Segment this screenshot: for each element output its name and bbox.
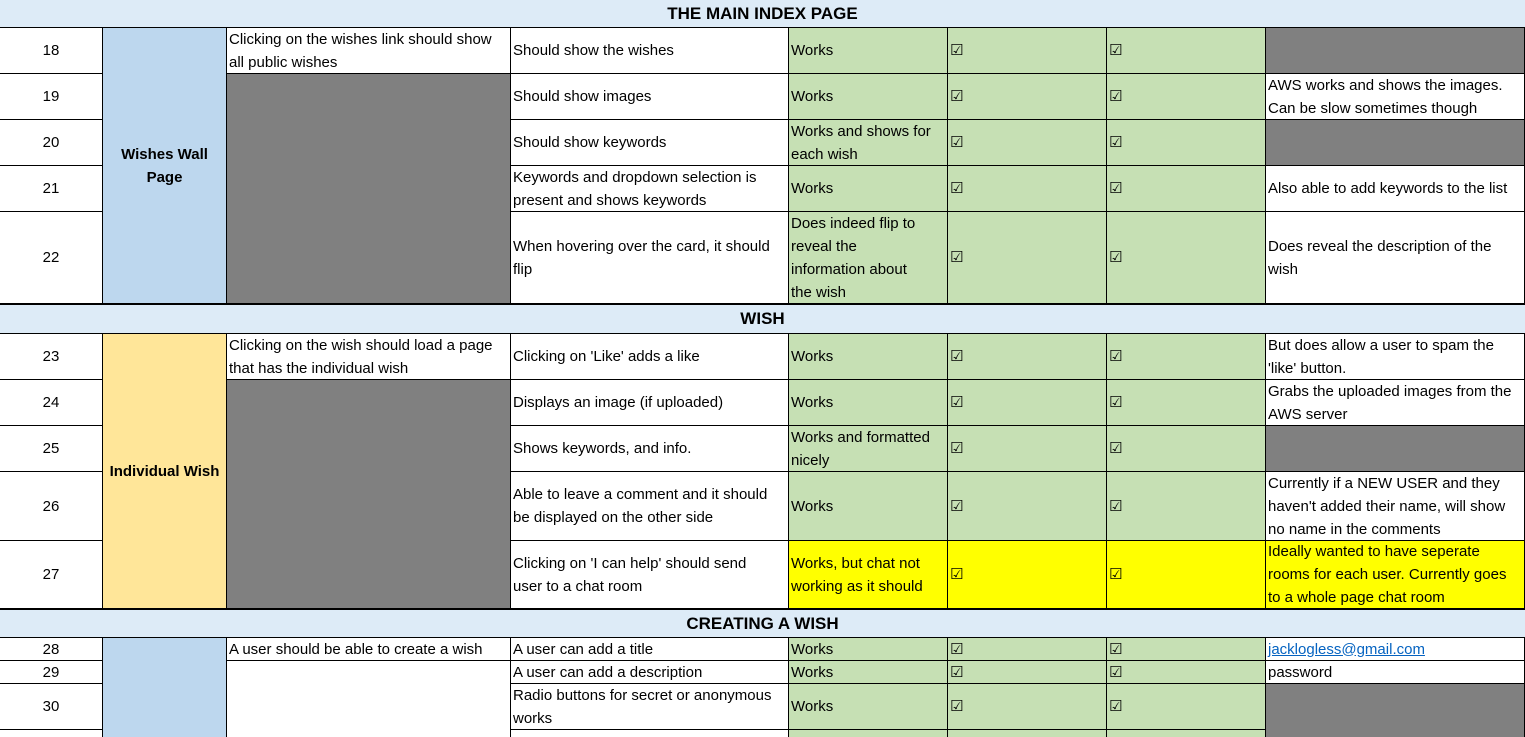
checkbox-cell[interactable]	[1107, 638, 1266, 661]
test-cell[interactable]: A user can add a title	[511, 638, 789, 661]
checkbox-cell[interactable]	[948, 380, 1107, 426]
scenario-cell[interactable]: Clicking on the wishes link should show all public wishes	[227, 28, 511, 74]
check-icon: ☑	[950, 639, 964, 658]
check-icon: ☑	[950, 133, 964, 151]
result-cell[interactable]: Works	[789, 638, 948, 661]
result-cell[interactable]: Works	[789, 661, 948, 684]
blank-scenario-cell[interactable]	[227, 380, 511, 610]
notes-cell[interactable]: But does allow a user to spam the 'like' button.	[1266, 334, 1525, 380]
blank-scenario-cell[interactable]	[227, 661, 511, 737]
notes-cell[interactable]	[1266, 684, 1525, 737]
section-header-wish[interactable]	[0, 303, 1525, 334]
check-icon: ☑	[1109, 41, 1123, 59]
check-icon: ☑	[950, 41, 964, 59]
checkbox-cell[interactable]	[1107, 120, 1266, 166]
test-cell[interactable]: A user can add a description	[511, 661, 789, 684]
section-title: WISH	[740, 309, 785, 328]
result-cell[interactable]: Works	[789, 166, 948, 212]
section-title: CREATING A WISH	[686, 613, 839, 633]
row-number[interactable]: 24	[0, 380, 103, 426]
checkbox-cell[interactable]	[1107, 541, 1266, 610]
row-number[interactable]: 18	[0, 28, 103, 74]
check-icon: ☑	[1109, 662, 1123, 681]
check-icon: ☑	[950, 393, 964, 411]
result-cell[interactable]: Works	[789, 28, 948, 74]
row-number[interactable]: 22	[0, 212, 103, 304]
notes-cell[interactable]: Currently if a NEW USER and they haven't added their name, will show no name in the comments	[1266, 472, 1525, 541]
email-link[interactable]: jacklogless@gmail.com	[1268, 640, 1425, 658]
row-number[interactable]: 21	[0, 166, 103, 212]
row-number[interactable]: 19	[0, 74, 103, 120]
test-cell[interactable]: Radio buttons for secret or anonymous works	[511, 684, 789, 730]
test-cell[interactable]: When hovering over the card, it should flip	[511, 212, 789, 304]
notes-cell[interactable]	[1266, 120, 1525, 166]
result-cell[interactable]: Works	[789, 334, 948, 380]
row-number[interactable]	[0, 730, 103, 737]
row-number[interactable]: 25	[0, 426, 103, 472]
checkbox-cell[interactable]	[948, 74, 1107, 120]
test-cell[interactable]: Keywords and dropdown selection is present and shows keywords	[511, 166, 789, 212]
check-icon: ☑	[1109, 393, 1123, 411]
result-cell[interactable]: Works	[789, 74, 948, 120]
group-label-wishes-wall[interactable]: Wishes Wall Page	[103, 28, 227, 304]
notes-cell[interactable]	[1266, 426, 1525, 472]
test-cell[interactable]: Clicking on 'Like' adds a like	[511, 334, 789, 380]
check-icon: ☑	[950, 87, 964, 105]
row-number[interactable]: 20	[0, 120, 103, 166]
result-cell-warning[interactable]: Works, but chat not working as it should	[789, 541, 948, 610]
checkbox-cell[interactable]	[1107, 166, 1266, 212]
check-icon: ☑	[1109, 639, 1123, 658]
checkbox-cell[interactable]	[948, 426, 1107, 472]
checkbox-cell[interactable]	[1107, 730, 1266, 737]
result-cell[interactable]: Works	[789, 380, 948, 426]
checkbox-cell[interactable]	[948, 120, 1107, 166]
row-number[interactable]: 28	[0, 638, 103, 661]
checkbox-cell[interactable]	[1107, 334, 1266, 380]
checkbox-cell[interactable]	[948, 730, 1107, 737]
checkbox-cell[interactable]	[1107, 661, 1266, 684]
check-icon: ☑	[950, 565, 964, 583]
scenario-cell[interactable]: A user should be able to create a wish	[227, 638, 511, 661]
check-icon: ☑	[1109, 347, 1123, 365]
group-label-individual-wish[interactable]: Individual Wish	[103, 334, 227, 610]
checkbox-cell[interactable]	[948, 472, 1107, 541]
check-icon: ☑	[950, 248, 964, 266]
check-icon: ☑	[950, 662, 964, 681]
checkbox-cell[interactable]	[948, 166, 1107, 212]
checkbox-cell[interactable]	[948, 661, 1107, 684]
check-icon: ☑	[1109, 248, 1123, 266]
result-cell[interactable]	[789, 730, 948, 737]
check-icon: ☑	[1109, 87, 1123, 105]
result-cell[interactable]: Works and shows for each wish	[789, 120, 948, 166]
test-cell[interactable]: Able to leave a comment and it should be displayed on the other side	[511, 472, 789, 541]
notes-cell-email-link[interactable]	[1266, 638, 1525, 661]
group-label-creating-wish[interactable]	[103, 638, 227, 737]
checkbox-cell[interactable]	[1107, 380, 1266, 426]
test-cell[interactable]: Should show the wishes	[511, 28, 789, 74]
notes-cell[interactable]: Grabs the uploaded images from the AWS server	[1266, 380, 1525, 426]
check-icon: ☑	[950, 347, 964, 365]
test-cell[interactable]: Clicking on 'I can help' should send user to a chat room	[511, 541, 789, 610]
result-cell[interactable]: Works and formatted nicely	[789, 426, 948, 472]
check-icon: ☑	[950, 439, 964, 457]
test-cell[interactable]: Displays an image (if uploaded)	[511, 380, 789, 426]
test-cell[interactable]: Shows keywords, and info.	[511, 426, 789, 472]
row-number[interactable]: 30	[0, 684, 103, 730]
checkbox-cell[interactable]	[948, 334, 1107, 380]
check-icon: ☑	[950, 496, 964, 515]
row-number[interactable]: 29	[0, 661, 103, 684]
notes-cell[interactable]: Does reveal the description of the wish	[1266, 212, 1525, 304]
notes-cell-warning[interactable]: Ideally wanted to have seperate rooms for each user. Currently goes to a whole page chat room	[1266, 541, 1525, 610]
checkbox-cell[interactable]	[948, 541, 1107, 610]
checkbox-cell[interactable]	[1107, 426, 1266, 472]
section-title: THE MAIN INDEX PAGE	[667, 3, 858, 23]
check-icon: ☑	[1109, 697, 1123, 715]
checkbox-cell[interactable]	[948, 212, 1107, 304]
result-cell[interactable]: Works	[789, 684, 948, 730]
scenario-cell[interactable]: Clicking on the wish should load a page that has the individual wish	[227, 334, 511, 380]
row-number[interactable]: 26	[0, 472, 103, 541]
check-icon: ☑	[1109, 179, 1123, 197]
checkbox-cell[interactable]	[948, 684, 1107, 730]
row-number[interactable]: 23	[0, 334, 103, 380]
checkbox-cell[interactable]	[1107, 472, 1266, 541]
checkbox-cell[interactable]	[1107, 212, 1266, 304]
test-cell[interactable]: Should show images	[511, 74, 789, 120]
row-number[interactable]: 27	[0, 541, 103, 610]
checkbox-cell[interactable]	[1107, 684, 1266, 730]
result-cell[interactable]: Works	[789, 472, 948, 541]
check-icon: ☑	[950, 697, 964, 715]
check-icon: ☑	[1109, 133, 1123, 151]
notes-cell[interactable]: Also able to add keywords to the list	[1266, 166, 1525, 212]
blank-scenario-cell[interactable]	[227, 74, 511, 304]
check-icon: ☑	[1109, 496, 1123, 515]
checkbox-cell[interactable]	[948, 638, 1107, 661]
checkbox-cell[interactable]	[1107, 74, 1266, 120]
checkbox-cell[interactable]	[948, 28, 1107, 74]
notes-cell[interactable]: AWS works and shows the images. Can be slow sometimes though	[1266, 74, 1525, 120]
check-icon: ☑	[950, 179, 964, 197]
notes-cell[interactable]: password	[1266, 661, 1525, 684]
check-icon: ☑	[1109, 439, 1123, 457]
test-cell[interactable]: Should show keywords	[511, 120, 789, 166]
section-header-main-index[interactable]	[0, 0, 1525, 28]
section-header-creating-wish[interactable]	[0, 610, 1525, 638]
notes-cell[interactable]	[1266, 28, 1525, 74]
result-cell[interactable]: Does indeed flip to reveal the information about the wish	[789, 212, 948, 304]
test-cell[interactable]	[511, 730, 789, 737]
check-icon: ☑	[1109, 565, 1123, 583]
checkbox-cell[interactable]	[1107, 28, 1266, 74]
